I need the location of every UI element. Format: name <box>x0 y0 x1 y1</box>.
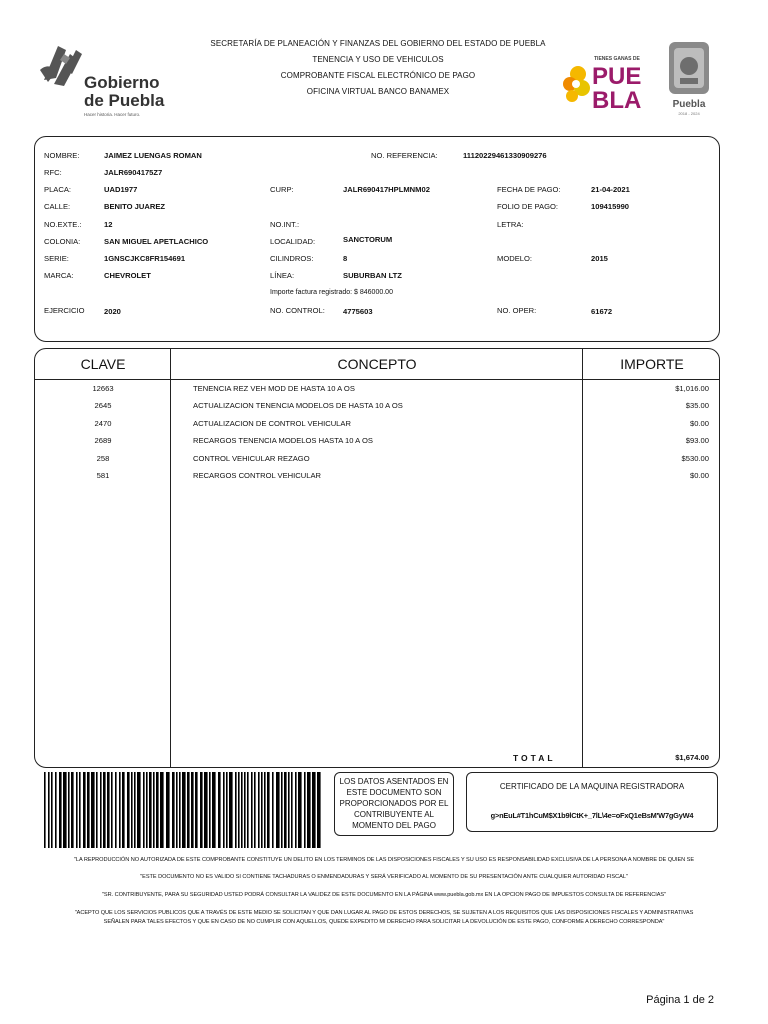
row-importe: $0.00 <box>689 419 709 428</box>
barcode-bar <box>251 772 253 848</box>
linea-label: LÍNEA: <box>270 271 295 280</box>
barcode-bar <box>223 772 225 848</box>
certificate-title: CERTIFICADO DE LA MAQUINA REGISTRADORA <box>499 782 685 791</box>
fecha-label: FECHA DE PAGO: <box>497 185 561 194</box>
row-clave: 2645 <box>94 401 112 410</box>
barcode-bar <box>107 772 110 848</box>
document-header <box>200 36 556 100</box>
placa-label: PLACA: <box>44 185 72 194</box>
colonia-label: COLONIA: <box>44 237 81 246</box>
barcode-bar <box>288 772 290 848</box>
fecha-value: 21-04-2021 <box>591 185 630 194</box>
colonia-value: SAN MIGUEL APETLACHICO <box>104 237 209 246</box>
rfc-value: JALR6904175Z7 <box>104 168 163 177</box>
taxpayer-info-box <box>34 136 720 342</box>
concepts-table <box>34 348 720 768</box>
barcode-bar <box>284 772 287 848</box>
row-importe: $530.00 <box>681 454 709 463</box>
barcode-bar <box>76 772 78 848</box>
row-concepto: CONTROL VEHICULAR REZAGO <box>193 454 310 463</box>
barcode-bar <box>291 772 293 848</box>
row-importe: $1,016.00 <box>675 384 709 393</box>
barcode-bar <box>79 772 81 848</box>
barcode-bar <box>153 772 155 848</box>
notice-line: LOS DATOS ASENTADOS EN <box>339 777 449 786</box>
barcode-bar <box>226 772 228 848</box>
barcode-bar <box>272 772 274 848</box>
barcode-bar <box>247 772 249 848</box>
certificate-code: g>nEuL#T1hCuM$X1b9lCtK+_7lL\4e=oFxQ1eBsM'W7gGyW4 <box>490 811 694 820</box>
importe-factura: Importe factura registrado: $ 846000.00 <box>270 289 393 296</box>
marca-label: MARCA: <box>44 271 74 280</box>
barcode-bar <box>134 772 136 848</box>
gobierno-emblem-icon <box>36 40 176 122</box>
header-line-secretaria: SECRETARÍA DE PLANEACIÓN Y FINANZAS DEL GOBIERNO DEL ESTADO DE PUEBLA <box>210 39 546 48</box>
cilindros-label: CILINDROS: <box>270 254 314 263</box>
table-row <box>35 381 719 398</box>
rfc-label: RFC: <box>44 168 62 177</box>
notice-line: MOMENTO DEL PAGO <box>352 821 436 830</box>
curp-label: CURP: <box>270 185 294 194</box>
barcode-bar <box>229 772 233 848</box>
barcode-bar <box>179 772 181 848</box>
cilindros-value: 8 <box>343 254 348 263</box>
serie-label: SERIE: <box>44 254 69 263</box>
barcode-bar <box>68 772 70 848</box>
barcode-bar <box>115 772 117 848</box>
barcode-bar <box>44 772 46 848</box>
barcode-bar <box>87 772 90 848</box>
barcode-bar <box>261 772 263 848</box>
brand-word-top: PUE <box>592 63 642 90</box>
row-clave: 258 <box>96 454 110 463</box>
barcode-bar <box>281 772 283 848</box>
linea-value: SUBURBAN LTZ <box>343 271 402 280</box>
noint-label: NO.INT.: <box>270 220 300 229</box>
table-row <box>35 416 719 433</box>
flower-icon <box>563 66 590 102</box>
noexte-value: 12 <box>104 220 113 229</box>
modelo-value: 2015 <box>591 254 608 263</box>
barcode-bar <box>191 772 194 848</box>
barcode-bar <box>241 772 243 848</box>
barcode-bar <box>317 772 321 848</box>
barcode-bar <box>307 772 311 848</box>
row-clave: 581 <box>96 471 110 480</box>
table-row <box>35 468 719 485</box>
puebla-state-seal <box>664 40 714 122</box>
row-concepto: RECARGOS TENENCIA MODELOS HASTA 10 A OS <box>193 436 373 445</box>
taxpayer-data-notice <box>334 772 454 836</box>
barcode-bar <box>55 772 57 848</box>
coat-of-arms-icon <box>669 42 709 94</box>
seal-years: 2018 - 2024 <box>678 111 700 116</box>
gov-logo-line1: Gobierno <box>84 73 160 92</box>
marca-value: CHEVROLET <box>104 271 151 280</box>
row-concepto: ACTUALIZACION TENENCIA MODELOS DE HASTA 10 A OS <box>193 401 403 410</box>
importe-header: IMPORTE <box>583 349 720 380</box>
barcode-bar <box>146 772 148 848</box>
barcode-bar <box>204 772 208 848</box>
header-line-oficina: OFICINA VIRTUAL BANCO BANAMEX <box>306 87 450 96</box>
barcode-bar <box>160 772 164 848</box>
oper-label: NO. OPER: <box>497 306 537 315</box>
control-value: 4775603 <box>343 307 373 316</box>
barcode-bar <box>258 772 260 848</box>
tienes-ganas-de-puebla-logo <box>560 52 656 114</box>
barcode-bar <box>156 772 159 848</box>
barcode-bar <box>137 772 141 848</box>
total-value: $1,674.00 <box>675 753 709 762</box>
barcode-bar <box>176 772 178 848</box>
barcode-bar <box>276 772 280 848</box>
localidad-value: SANCTORUM <box>343 235 393 244</box>
oper-value: 61672 <box>591 307 613 316</box>
row-importe: $93.00 <box>685 436 709 445</box>
table-row <box>35 451 719 468</box>
folio-label: FOLIO DE PAGO: <box>497 202 559 211</box>
barcode-bar <box>218 772 221 848</box>
barcode-bar <box>182 772 186 848</box>
noexte-label: NO.EXTE.: <box>44 220 82 229</box>
row-clave: 2689 <box>94 436 112 445</box>
barcode-bar <box>187 772 190 848</box>
barcode-bar <box>172 772 175 848</box>
page-number: Página 1 de 2 <box>646 994 714 1006</box>
legal-verification-notice: "SR. CONTRIBUYENTE, PARA SU SEGURIDAD USTED PODRÁ CONSULTAR LA VALIDEZ DE ESTE DOCUMENTO EN LA PÁGINA www.puebla.gob.mx EN LA OPCION PAGO DE IMPUESTOS CONSULTA DE REFERENCIAS" <box>101 892 667 898</box>
barcode-bar <box>131 772 133 848</box>
total-label: TOTAL <box>513 753 556 763</box>
gov-logo-slogan: Hacer historia. Hacer futuro. <box>84 112 141 117</box>
header-line-comprobante: COMPROBANTE FISCAL ELECTRÓNICO DE PAGO <box>280 71 476 80</box>
modelo-label: MODELO: <box>497 254 533 263</box>
barcode-bar <box>83 772 86 848</box>
control-label: NO. CONTROL: <box>270 306 325 315</box>
concepto-header: CONCEPTO <box>171 349 583 380</box>
barcode-bar <box>59 772 62 848</box>
barcode-bar <box>149 772 152 848</box>
calle-value: BENITO JUAREZ <box>104 202 166 211</box>
row-concepto: ACTUALIZACION DE CONTROL VEHICULAR <box>193 419 351 428</box>
payment-barcode <box>44 772 322 848</box>
gobierno-puebla-logo <box>36 40 176 122</box>
barcode-bar <box>267 772 270 848</box>
barcode-bar <box>122 772 125 848</box>
barcode-bar <box>96 772 98 848</box>
barcode-bar <box>51 772 53 848</box>
serie-value: 1GNSCJKC8FR154691 <box>104 254 186 263</box>
barcode-bar <box>195 772 198 848</box>
barcode-bar <box>71 772 74 848</box>
barcode-bar <box>143 772 145 848</box>
row-importe: $35.00 <box>685 401 709 410</box>
barcode-bar <box>166 772 170 848</box>
barcode-bar <box>100 772 102 848</box>
ejercicio-label: EJERCICIO <box>44 306 85 315</box>
row-clave: 12663 <box>92 384 114 393</box>
barcode-bar <box>238 772 240 848</box>
legal-reproduction-notice: "LA REPRODUCCIÓN NO AUTORIZADA DE ESTE COMPROBANTE CONSTITUYE UN DELITO EN LOS TERMINOS DE LAS DISPOSICIONES FISCALES Y SU USO ES RESPONSABILIDAD EXCLUSIVA DE LA PERSONA A NOMBRE DE QUIEN SE <box>73 857 695 863</box>
barcode-bar <box>111 772 113 848</box>
barcode-bar <box>295 772 297 848</box>
nombre-value: JAIMEZ LUENGAS ROMAN <box>104 151 202 160</box>
notice-line: PROPORCIONADOS POR EL <box>339 799 449 808</box>
barcode-bar <box>200 772 203 848</box>
ejercicio-value: 2020 <box>104 307 121 316</box>
table-row <box>35 398 719 415</box>
calle-label: CALLE: <box>44 202 71 211</box>
barcode-bar <box>48 772 50 848</box>
barcode-bar <box>244 772 246 848</box>
gov-logo-line2: de Puebla <box>84 91 165 110</box>
seal-label: Puebla <box>672 99 706 110</box>
row-concepto: TENENCIA REZ VEH MOD DE HASTA 10 A OS <box>193 384 355 393</box>
header-line-tenencia: TENENCIA Y USO DE VEHICULOS <box>312 55 444 64</box>
row-clave: 2470 <box>94 419 112 428</box>
barcode-bar <box>298 772 302 848</box>
referencia-label: NO. REFERENCIA: <box>371 151 438 160</box>
legal-acceptance-notice-line1: "ACEPTO QUE LOS SERVICIOS PUBLICOS QUE A TRAVÉS DE ESTE MEDIO SE SOLICITAN Y QUE DAN LUGAR AL PAGO DE ESTOS DERECHOS, SE SUJETEN A LOS REQUISITOS QUE LAS DISPOSICIONES FISCALES Y ADMINISTRATIVAS <box>74 910 694 916</box>
barcode-bar <box>103 772 106 848</box>
localidad-label: LOCALIDAD: <box>270 237 316 246</box>
barcode-bar <box>264 772 266 848</box>
folio-value: 109415990 <box>591 202 630 211</box>
letra-label: LETRA: <box>497 220 524 229</box>
notice-line: CONTRIBUYENTE AL <box>353 810 434 819</box>
barcode-bar <box>209 772 211 848</box>
cash-register-certificate <box>466 772 718 832</box>
curp-value: JALR690417HPLMNM02 <box>343 185 430 194</box>
placa-value: UAD1977 <box>104 185 138 194</box>
table-row <box>35 433 719 450</box>
barcode-bar <box>212 772 216 848</box>
barcode-bar <box>63 772 67 848</box>
row-concepto: RECARGOS CONTROL VEHICULAR <box>193 471 321 480</box>
clave-header: CLAVE <box>35 349 171 380</box>
brand-tagline: TIENES GANAS DE <box>594 56 640 62</box>
brand-word-bottom: BLA <box>592 87 642 114</box>
row-importe: $0.00 <box>689 471 709 480</box>
nombre-label: NOMBRE: <box>44 151 80 160</box>
referencia-value: 11120229461330909276 <box>463 151 547 160</box>
barcode-bar <box>254 772 256 848</box>
notice-line: ESTE DOCUMENTO SON <box>346 788 442 797</box>
legal-acceptance-notice-line2: SEÑALEN PARA TALES EFECTOS Y QUE EN CASO DE NO CUMPLIR CON AQUELLOS, QUEDE EXPEDITO MI DERECHO PARA SOLICITAR LA DEVOLUCIÓN DE ESTE PAGO, CONFORME A DERECHO CORRESPONDA" <box>103 919 665 925</box>
barcode-bar <box>91 772 95 848</box>
barcode-bar <box>119 772 121 848</box>
barcode-bar <box>312 772 316 848</box>
barcode-bar <box>304 772 306 848</box>
legal-validity-notice: "ESTE DOCUMENTO NO ES VALIDO SI CONTIENE TACHADURAS O ENMENDADURAS Y SERÁ VERIFICADO AL MOMENTO DE SU PRESENTACIÓN ANTE CUALQUIER AUTORIDAD FISCAL" <box>140 874 628 880</box>
barcode-bar <box>127 772 130 848</box>
barcode-bar <box>235 772 237 848</box>
